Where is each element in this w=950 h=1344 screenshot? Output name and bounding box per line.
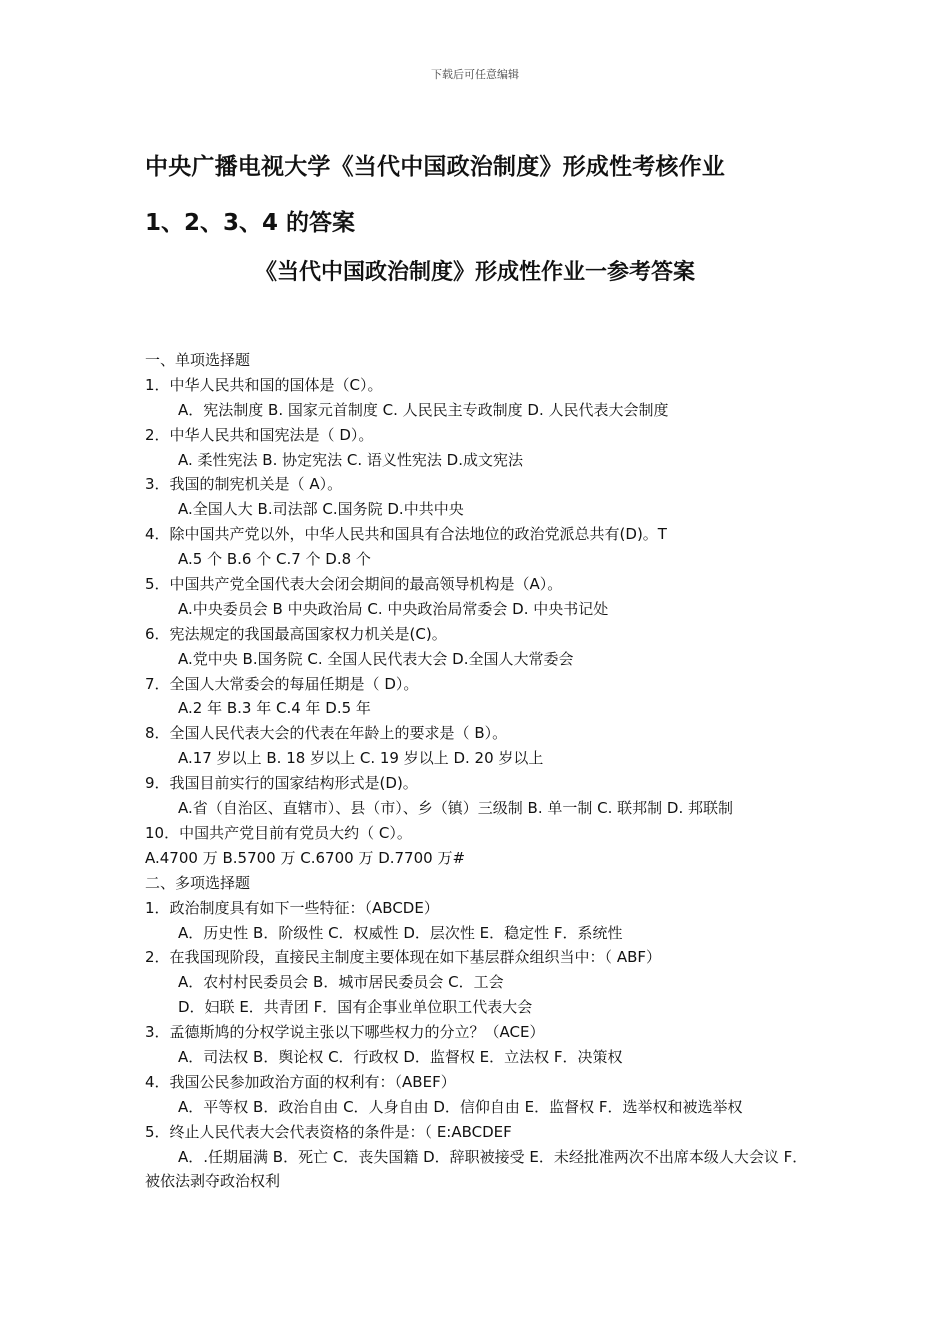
question-line: 7．全国人大常委会的每届任期是（ D）。 bbox=[145, 674, 419, 693]
section-heading: 一、单项选择题 bbox=[145, 351, 251, 369]
options-line: A.5 个 B.6 个 C.7 个 D.8 个 bbox=[178, 550, 371, 569]
question-line: 5．中国共产党全国代表大会闭会期间的最高领导机构是（A）。 bbox=[145, 575, 563, 594]
question-line: 10．中国共产党目前有党员大约（ C）。 bbox=[145, 823, 412, 842]
options-line: A.省（自治区、直辖市）、县（市）、乡（镇）三级制 B. 单一制 C. 联邦制 D. 邦联制 bbox=[178, 799, 733, 818]
document-title-line-2: 1、2、3、4 的答案 bbox=[145, 210, 356, 236]
options-line: A．.任期届满 B．死亡 C．丧失国籍 D．辞职被接受 E．未经批准两次不出席本级人大会议 F．被依法剥夺政治权利 bbox=[145, 1147, 808, 1191]
question-line: 4．我国公民参加政治方面的权利有：（ABEF） bbox=[145, 1072, 456, 1091]
section-subtitle: 《当代中国政治制度》形成性作业一参考答案 bbox=[254, 260, 695, 285]
options-line: A．农村村民委员会 B．城市居民委员会 C．工会 bbox=[178, 973, 504, 992]
question-line: 5．终止人民代表大会代表资格的条件是：（ E:ABCDEF bbox=[145, 1122, 512, 1141]
question-line: 9．我国目前实行的国家结构形式是(D)。 bbox=[145, 774, 418, 793]
header-note: 下载后可任意编辑 bbox=[431, 68, 519, 81]
options-line: D．妇联 E．共青团 F．国有企事业单位职工代表大会 bbox=[178, 998, 533, 1017]
question-line: 8．全国人民代表大会的代表在年龄上的要求是（ B）。 bbox=[145, 724, 508, 743]
options-line: A.4700 万 B.5700 万 C.6700 万 D.7700 万# bbox=[145, 848, 466, 867]
question-line: 6．宪法规定的我国最高国家权力机关是(C)。 bbox=[145, 624, 447, 643]
question-line: 1．中华人民共和国的国体是（C）。 bbox=[145, 375, 383, 394]
options-line: A．宪法制度 B. 国家元首制度 C. 人民民主专政制度 D. 人民代表大会制度 bbox=[178, 400, 669, 419]
options-line: A.中央委员会 B 中央政治局 C. 中央政治局常委会 D. 中央书记处 bbox=[178, 599, 609, 618]
options-line: A．历史性 B．阶级性 C．权威性 D．层次性 E．稳定性 F．系统性 bbox=[178, 923, 623, 942]
options-line: A. 柔性宪法 B. 协定宪法 C. 语义性宪法 D.成文宪法 bbox=[178, 450, 523, 469]
question-line: 3．孟德斯鸠的分权学说主张以下哪些权力的分立？（ACE） bbox=[145, 1023, 545, 1042]
options-line: A.党中央 B.国务院 C. 全国人民代表大会 D.全国人大常委会 bbox=[178, 649, 574, 668]
question-line: 4．除中国共产党以外，中华人民共和国具有合法地位的政治党派总共有(D)。T bbox=[145, 525, 667, 544]
section-heading: 二、多项选择题 bbox=[145, 873, 251, 892]
answer-content bbox=[145, 348, 815, 1194]
options-line: A.全国人大 B.司法部 C.国务院 D.中共中央 bbox=[178, 500, 464, 519]
options-line: A．平等权 B．政治自由 C．人身自由 D．信仰自由 E．监督权 F．选举权和被选举权 bbox=[178, 1097, 743, 1116]
question-line: 2．中华人民共和国宪法是（ D）。 bbox=[145, 425, 374, 444]
question-line: 2．在我国现阶段，直接民主制度主要体现在如下基层群众组织当中：（ ABF） bbox=[145, 948, 661, 967]
options-line: A.17 岁以上 B. 18 岁以上 C. 19 岁以上 D. 20 岁以上 bbox=[178, 749, 544, 768]
options-line: A．司法权 B．舆论权 C．行政权 D．监督权 E．立法权 F．决策权 bbox=[178, 1047, 623, 1066]
question-line: 1．政治制度具有如下一些特征：（ABCDE） bbox=[145, 898, 439, 917]
question-line: 3．我国的制宪机关是（ A）。 bbox=[145, 475, 343, 494]
options-line: A.2 年 B.3 年 C.4 年 D.5 年 bbox=[178, 699, 371, 718]
document-title-line-1: 中央广播电视大学《当代中国政治制度》形成性考核作业 bbox=[145, 154, 725, 180]
